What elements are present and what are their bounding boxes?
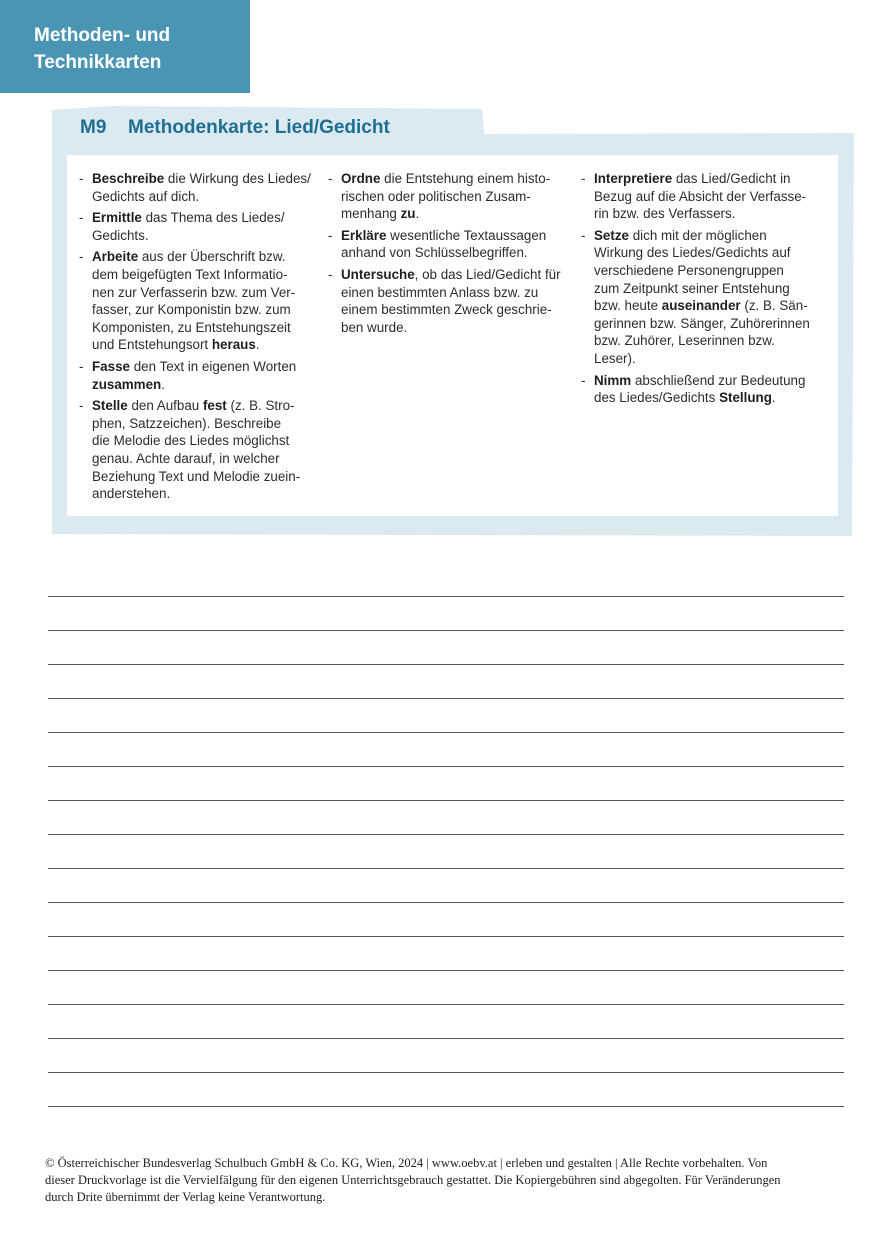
operator-keyword: Fasse bbox=[92, 358, 130, 374]
operator-keyword: Stellung bbox=[719, 390, 772, 406]
instruction-item: - Fasse den Text in eigenen Worten zusammen. bbox=[79, 358, 297, 392]
bullet-dash: - bbox=[328, 227, 333, 243]
bullet-dash: - bbox=[581, 372, 586, 388]
writing-lines bbox=[48, 596, 844, 1140]
writing-line bbox=[48, 868, 844, 869]
operator-keyword: Nimm bbox=[594, 372, 632, 388]
writing-line bbox=[48, 1106, 844, 1107]
operator-keyword: Stelle bbox=[92, 398, 128, 414]
instruction-list bbox=[581, 170, 826, 407]
writing-line bbox=[48, 1072, 844, 1073]
instruction-list bbox=[328, 170, 568, 336]
operator-keyword: heraus bbox=[211, 337, 256, 353]
operator-keyword: Arbeite bbox=[92, 249, 139, 265]
operator-keyword: Interpretiere bbox=[594, 171, 673, 186]
writing-line bbox=[48, 970, 844, 971]
operator-keyword: Setze bbox=[594, 227, 629, 243]
method-card-heading bbox=[80, 117, 390, 139]
operator-keyword: fest bbox=[202, 398, 227, 414]
bullet-dash: - bbox=[581, 227, 586, 243]
writing-line bbox=[48, 800, 844, 801]
section-tab-title: Methoden- und Technikkarten bbox=[34, 25, 171, 73]
instruction-item: - Nimm abschließend zur Bedeutung des Liedes/Gedichts Stellung. bbox=[581, 372, 806, 406]
instruction-item: - Beschreibe die Wirkung des Liedes/ Gedichts auf dich. bbox=[79, 171, 311, 204]
writing-line bbox=[48, 902, 844, 903]
instruction-item: - Erkläre wesentliche Textaussagen anhand von Schlüsselbegriffen. bbox=[328, 227, 547, 261]
instruction-item: - Arbeite aus der Überschrift bzw. dem beigefügten Text Informatio- nen zur Verfasserin bzw. zum Ver- fasser, zur Komponistin bzw. zum Komponisten, zu Entstehungszeit und Entstehungsort heraus. bbox=[79, 249, 296, 353]
bullet-dash: - bbox=[79, 210, 84, 226]
bullet-dash: - bbox=[79, 398, 84, 414]
instruction-item: - Setze dich mit der möglichen Wirkung des Liedes/Gedichts auf verschiedene Personengruppen zum Zeitpunkt seiner Entstehung bzw. heute auseinander (z. B. Sän- gerinnen bzw. Sänger, Zuhörerinnen bzw. Zuhörer, Leserinnen bzw. Leser). bbox=[581, 227, 810, 366]
instruction-list bbox=[79, 170, 314, 503]
bullet-dash: - bbox=[79, 249, 84, 265]
method-column-2 bbox=[328, 170, 568, 340]
bullet-dash: - bbox=[79, 171, 84, 186]
operator-keyword: Ermittle bbox=[92, 210, 142, 226]
instruction-item: - Ordne die Entstehung einem histo- rischen oder politischen Zusam- menhang zu. bbox=[328, 171, 551, 222]
method-column-3 bbox=[581, 170, 826, 411]
writing-line bbox=[48, 732, 844, 733]
operator-keyword: Untersuche bbox=[341, 266, 415, 282]
writing-line bbox=[48, 596, 844, 597]
writing-line bbox=[48, 630, 844, 631]
instruction-item: - Ermittle das Thema des Liedes/ Gedichts. bbox=[79, 210, 285, 243]
instruction-item: - Untersuche, ob das Lied/Gedicht für einen bestimmten Anlass bzw. zu einem bestimmten Zweck geschrie- ben wurde. bbox=[328, 266, 561, 335]
section-tab bbox=[0, 0, 250, 93]
card-title: Methodenkarte: Lied/Gedicht bbox=[128, 117, 390, 138]
copyright-footer: © Österreichischer Bundesverlag Schulbuch GmbH & Co. KG, Wien, 2024 | www.oebv.at | erleben und gestalten | Alle Rechte vorbehalten. Von dieser Druckvorlage ist die Vervielfälgung für den eigenen Unterrichtsgebrauch gestattet. Die Kopiergebühren sind abgegolten. Für Veränderungen durch Drite übernimmt der Verlag keine Verantwortung. bbox=[45, 1156, 781, 1204]
operator-keyword: auseinander bbox=[661, 298, 741, 314]
writing-line bbox=[48, 1038, 844, 1039]
writing-line bbox=[48, 698, 844, 699]
bullet-dash: - bbox=[328, 266, 333, 282]
operator-keyword: Erkläre bbox=[341, 227, 387, 243]
writing-line bbox=[48, 664, 844, 665]
writing-line bbox=[48, 834, 844, 835]
operator-keyword: zu bbox=[400, 206, 416, 222]
bullet-dash: - bbox=[328, 171, 333, 186]
operator-keyword: Ordne bbox=[341, 171, 381, 186]
operator-keyword: Beschreibe bbox=[92, 171, 165, 186]
method-column-1 bbox=[79, 170, 314, 507]
card-code: M9 bbox=[80, 117, 107, 138]
bullet-dash: - bbox=[581, 171, 586, 186]
writing-line bbox=[48, 766, 844, 767]
instruction-item: - Interpretiere das Lied/Gedicht in Bezug auf die Absicht der Verfasse- rin bzw. des Verfassers. bbox=[581, 171, 807, 222]
instruction-item: - Stelle den Aufbau fest (z. B. Stro- phen, Satzzeichen). Beschreibe die Melodie des Liedes möglichst genau. Achte darauf, in welcher Beziehung Text und Melodie zuein- anderstehen. bbox=[79, 398, 301, 502]
writing-line bbox=[48, 936, 844, 937]
bullet-dash: - bbox=[79, 358, 84, 374]
writing-line bbox=[48, 1004, 844, 1005]
operator-keyword: zusammen bbox=[92, 376, 162, 392]
